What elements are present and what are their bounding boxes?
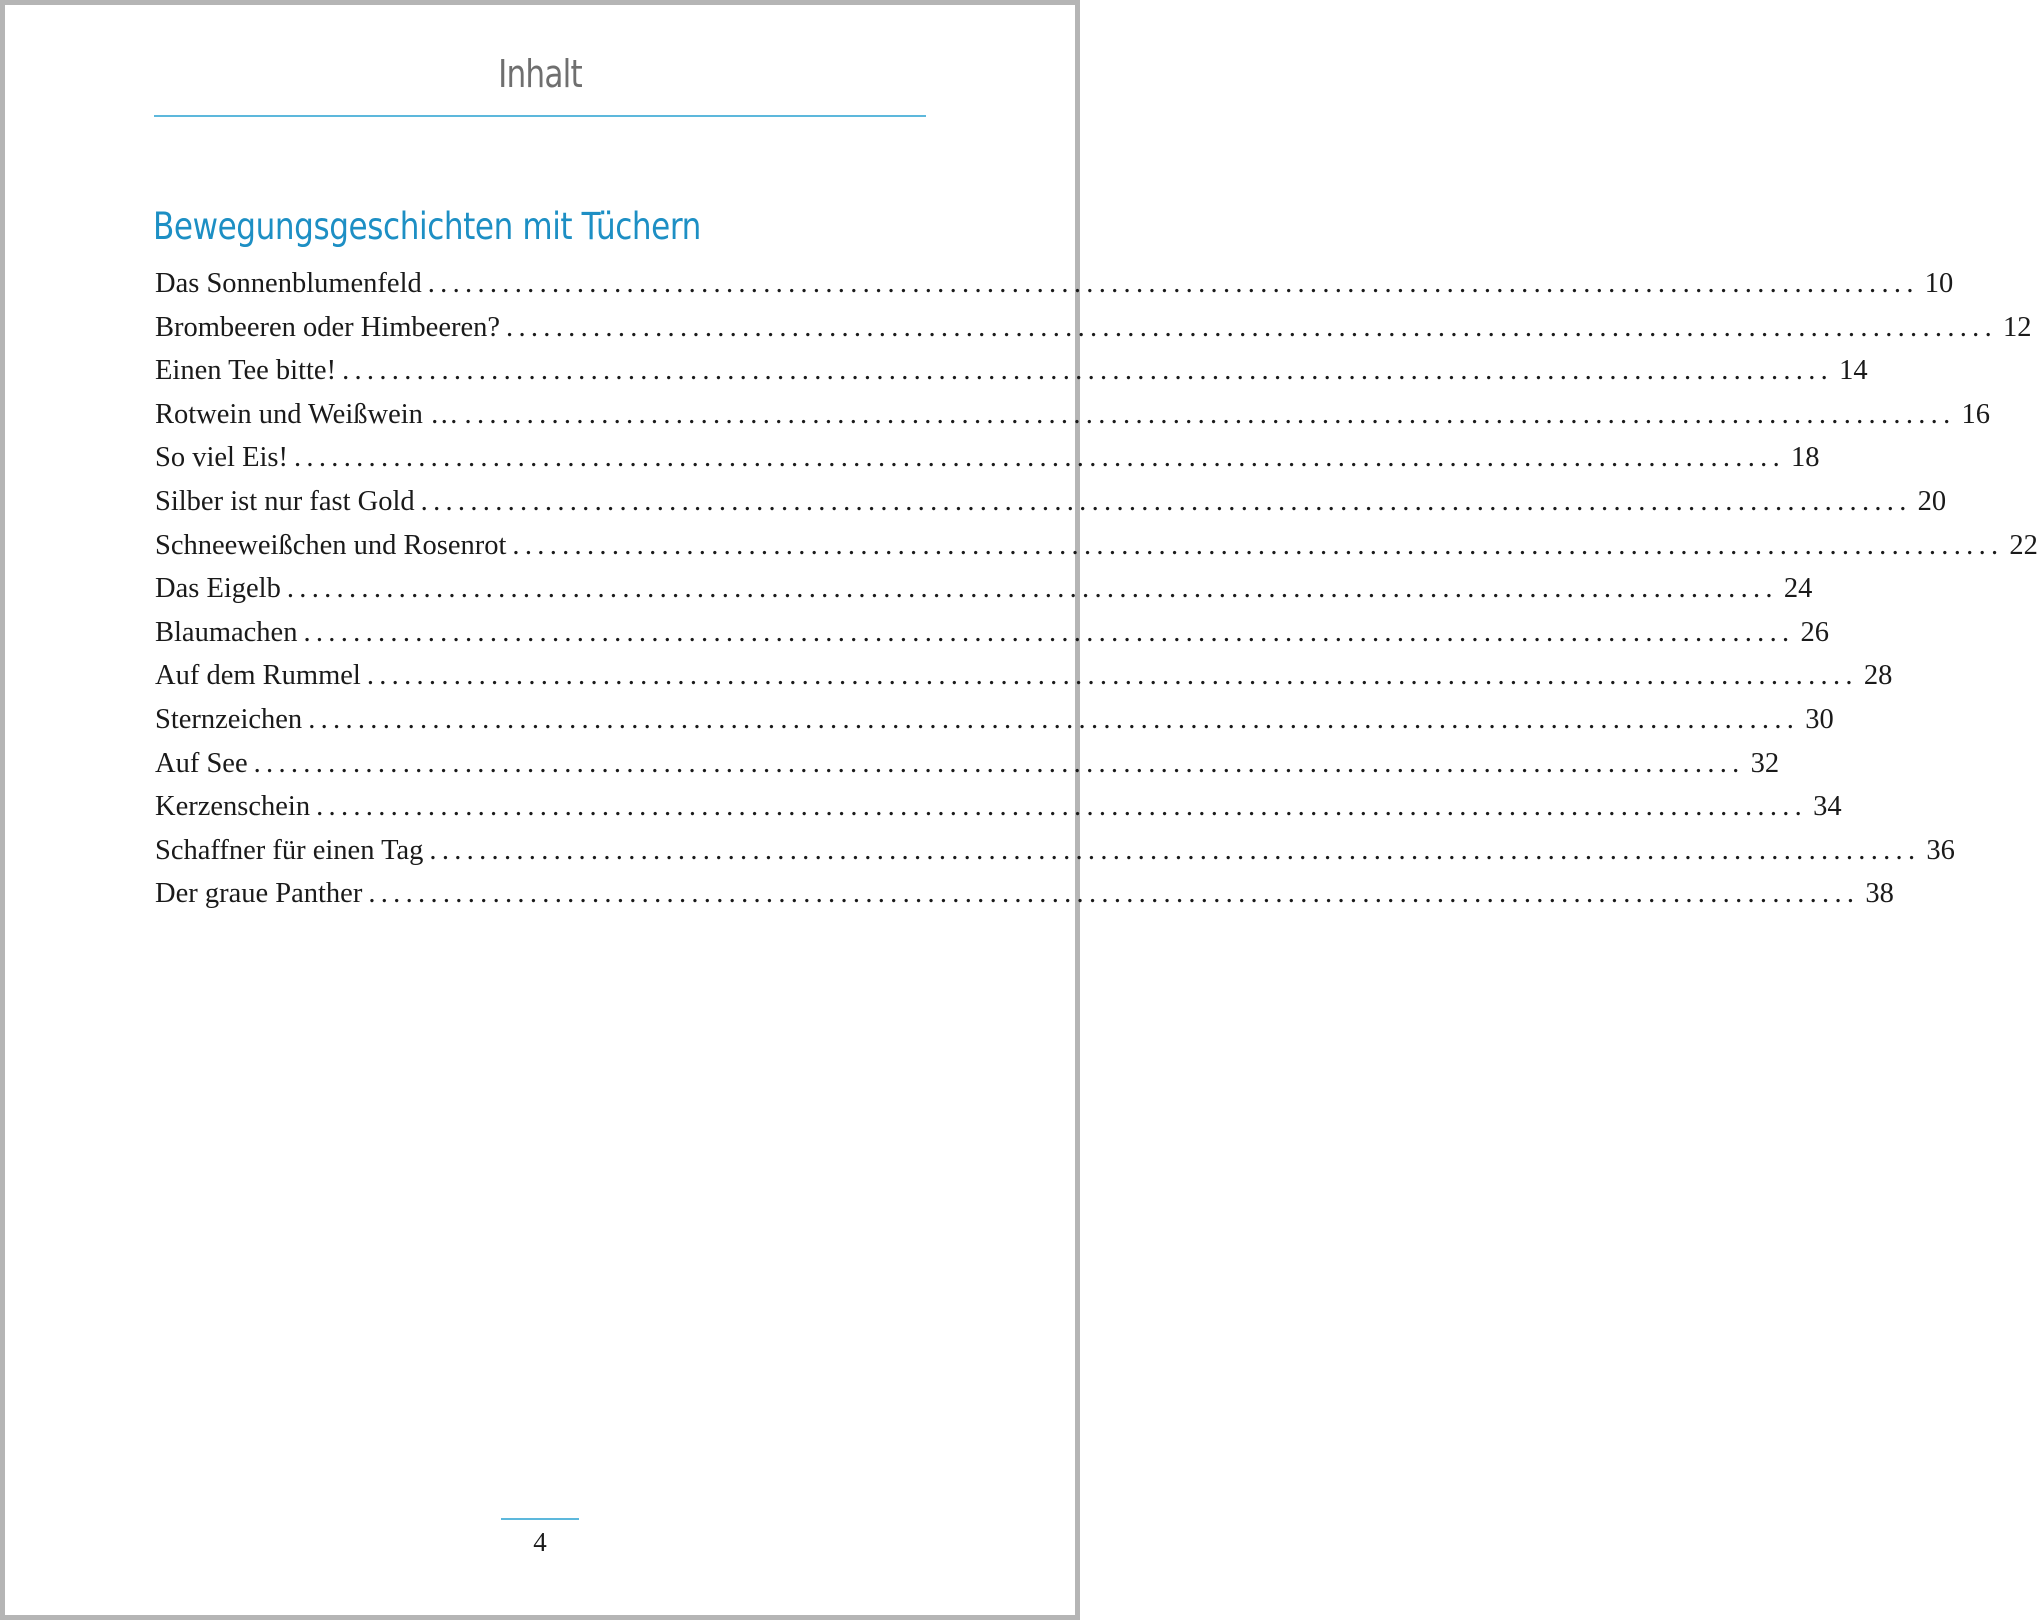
toc-entry-page: 10 [1924,268,1954,299]
toc-entry[interactable] [155,524,2038,568]
toc-entry[interactable] [155,262,1954,306]
toc-entry[interactable] [155,480,1947,524]
toc-entry-page: 28 [1863,660,1893,692]
toc-entry-title: Blaumachen [155,616,298,648]
footer-divider [501,1518,579,1520]
toc-entry-title: Brombeeren oder Himbeeren? [155,311,501,343]
toc-entry[interactable] [155,872,1894,916]
toc-entry[interactable] [155,742,1780,786]
toc-entry-title: Das Eigelb [155,573,281,605]
toc-entry-page: 24 [1783,573,1813,605]
dot-leader: ........................................................................................................................ [427,268,1919,299]
toc-entry-title: Auf See [155,747,248,779]
toc-entry-title: Kerzenschein [155,791,311,823]
toc-entry[interactable] [155,698,1834,742]
dot-leader: ........................................................................................................................ [316,791,1808,823]
toc-entry-title: Sternzeichen [155,703,303,735]
toc-entry-title: Rotwein und Weißwein … [155,398,459,430]
toc-entry[interactable] [155,306,2032,350]
toc-entry-title: Auf dem Rummel [155,660,361,692]
toc-entry[interactable] [155,393,1991,437]
toc-entry[interactable] [155,829,1955,873]
toc-entry-page: 14 [1839,355,1868,387]
toc-entry[interactable] [155,611,1829,655]
toc-entry-title: Silber ist nur fast Gold [155,485,415,517]
dot-leader: ........................................................................................................................ [368,878,1860,910]
dot-leader: ........................................................................................................................ [512,529,2004,561]
toc-entry-page: 20 [1917,485,1947,517]
toc-entry-page: 26 [1800,616,1829,648]
toc-entry[interactable] [155,785,1842,829]
toc-entry-page: 32 [1750,747,1780,779]
dot-leader: ........................................................................................................................ [464,398,1956,430]
dot-leader: ........................................................................................................................ [366,660,1858,692]
toc-entry-title: Einen Tee bitte! [155,355,337,387]
section-heading: Bewegungsgeschichten mit Tüchern [153,205,701,248]
dot-leader: ........................................................................................................................ [308,703,1800,735]
page-title: Inhalt [498,52,582,96]
toc-entry[interactable] [155,349,1868,393]
toc-entry-page: 22 [2009,529,2038,561]
dot-leader: ........................................................................................................................ [342,355,1834,387]
toc-entry-title: Das Sonnenblumenfeld [155,268,422,299]
dot-leader: ........................................................................................................................ [506,311,1998,343]
toc-entry-page: 16 [1961,398,1991,430]
dot-leader: ........................................................................................................................ [420,485,1912,517]
table-of-contents [155,262,2038,916]
toc-entry-page: 38 [1865,878,1894,910]
toc-entry-page: 34 [1813,791,1842,823]
page-number: 4 [533,1527,547,1557]
toc-entry-page: 36 [1926,834,1955,866]
toc-entry-title: Der graue Panther [155,878,363,910]
toc-entry-title: So viel Eis! [155,442,288,474]
toc-entry[interactable] [155,567,1813,611]
toc-entry[interactable] [155,654,1893,698]
dot-leader: ........................................................................................................................ [286,573,1778,605]
dot-leader: ........................................................................................................................ [303,616,1795,648]
dot-leader: ........................................................................................................................ [294,442,1785,474]
toc-entry-title: Schneeweißchen und Rosenrot [155,529,507,561]
toc-entry-page: 18 [1791,442,1820,474]
toc-entry-page: 12 [2003,311,2032,343]
header-divider [154,115,926,117]
dot-leader: ........................................................................................................................ [253,747,1745,779]
toc-entry-title: Schaffner für einen Tag [155,834,424,866]
dot-leader: ........................................................................................................................ [429,834,1921,866]
toc-entry-page: 30 [1805,703,1834,735]
toc-entry[interactable] [155,436,1820,480]
